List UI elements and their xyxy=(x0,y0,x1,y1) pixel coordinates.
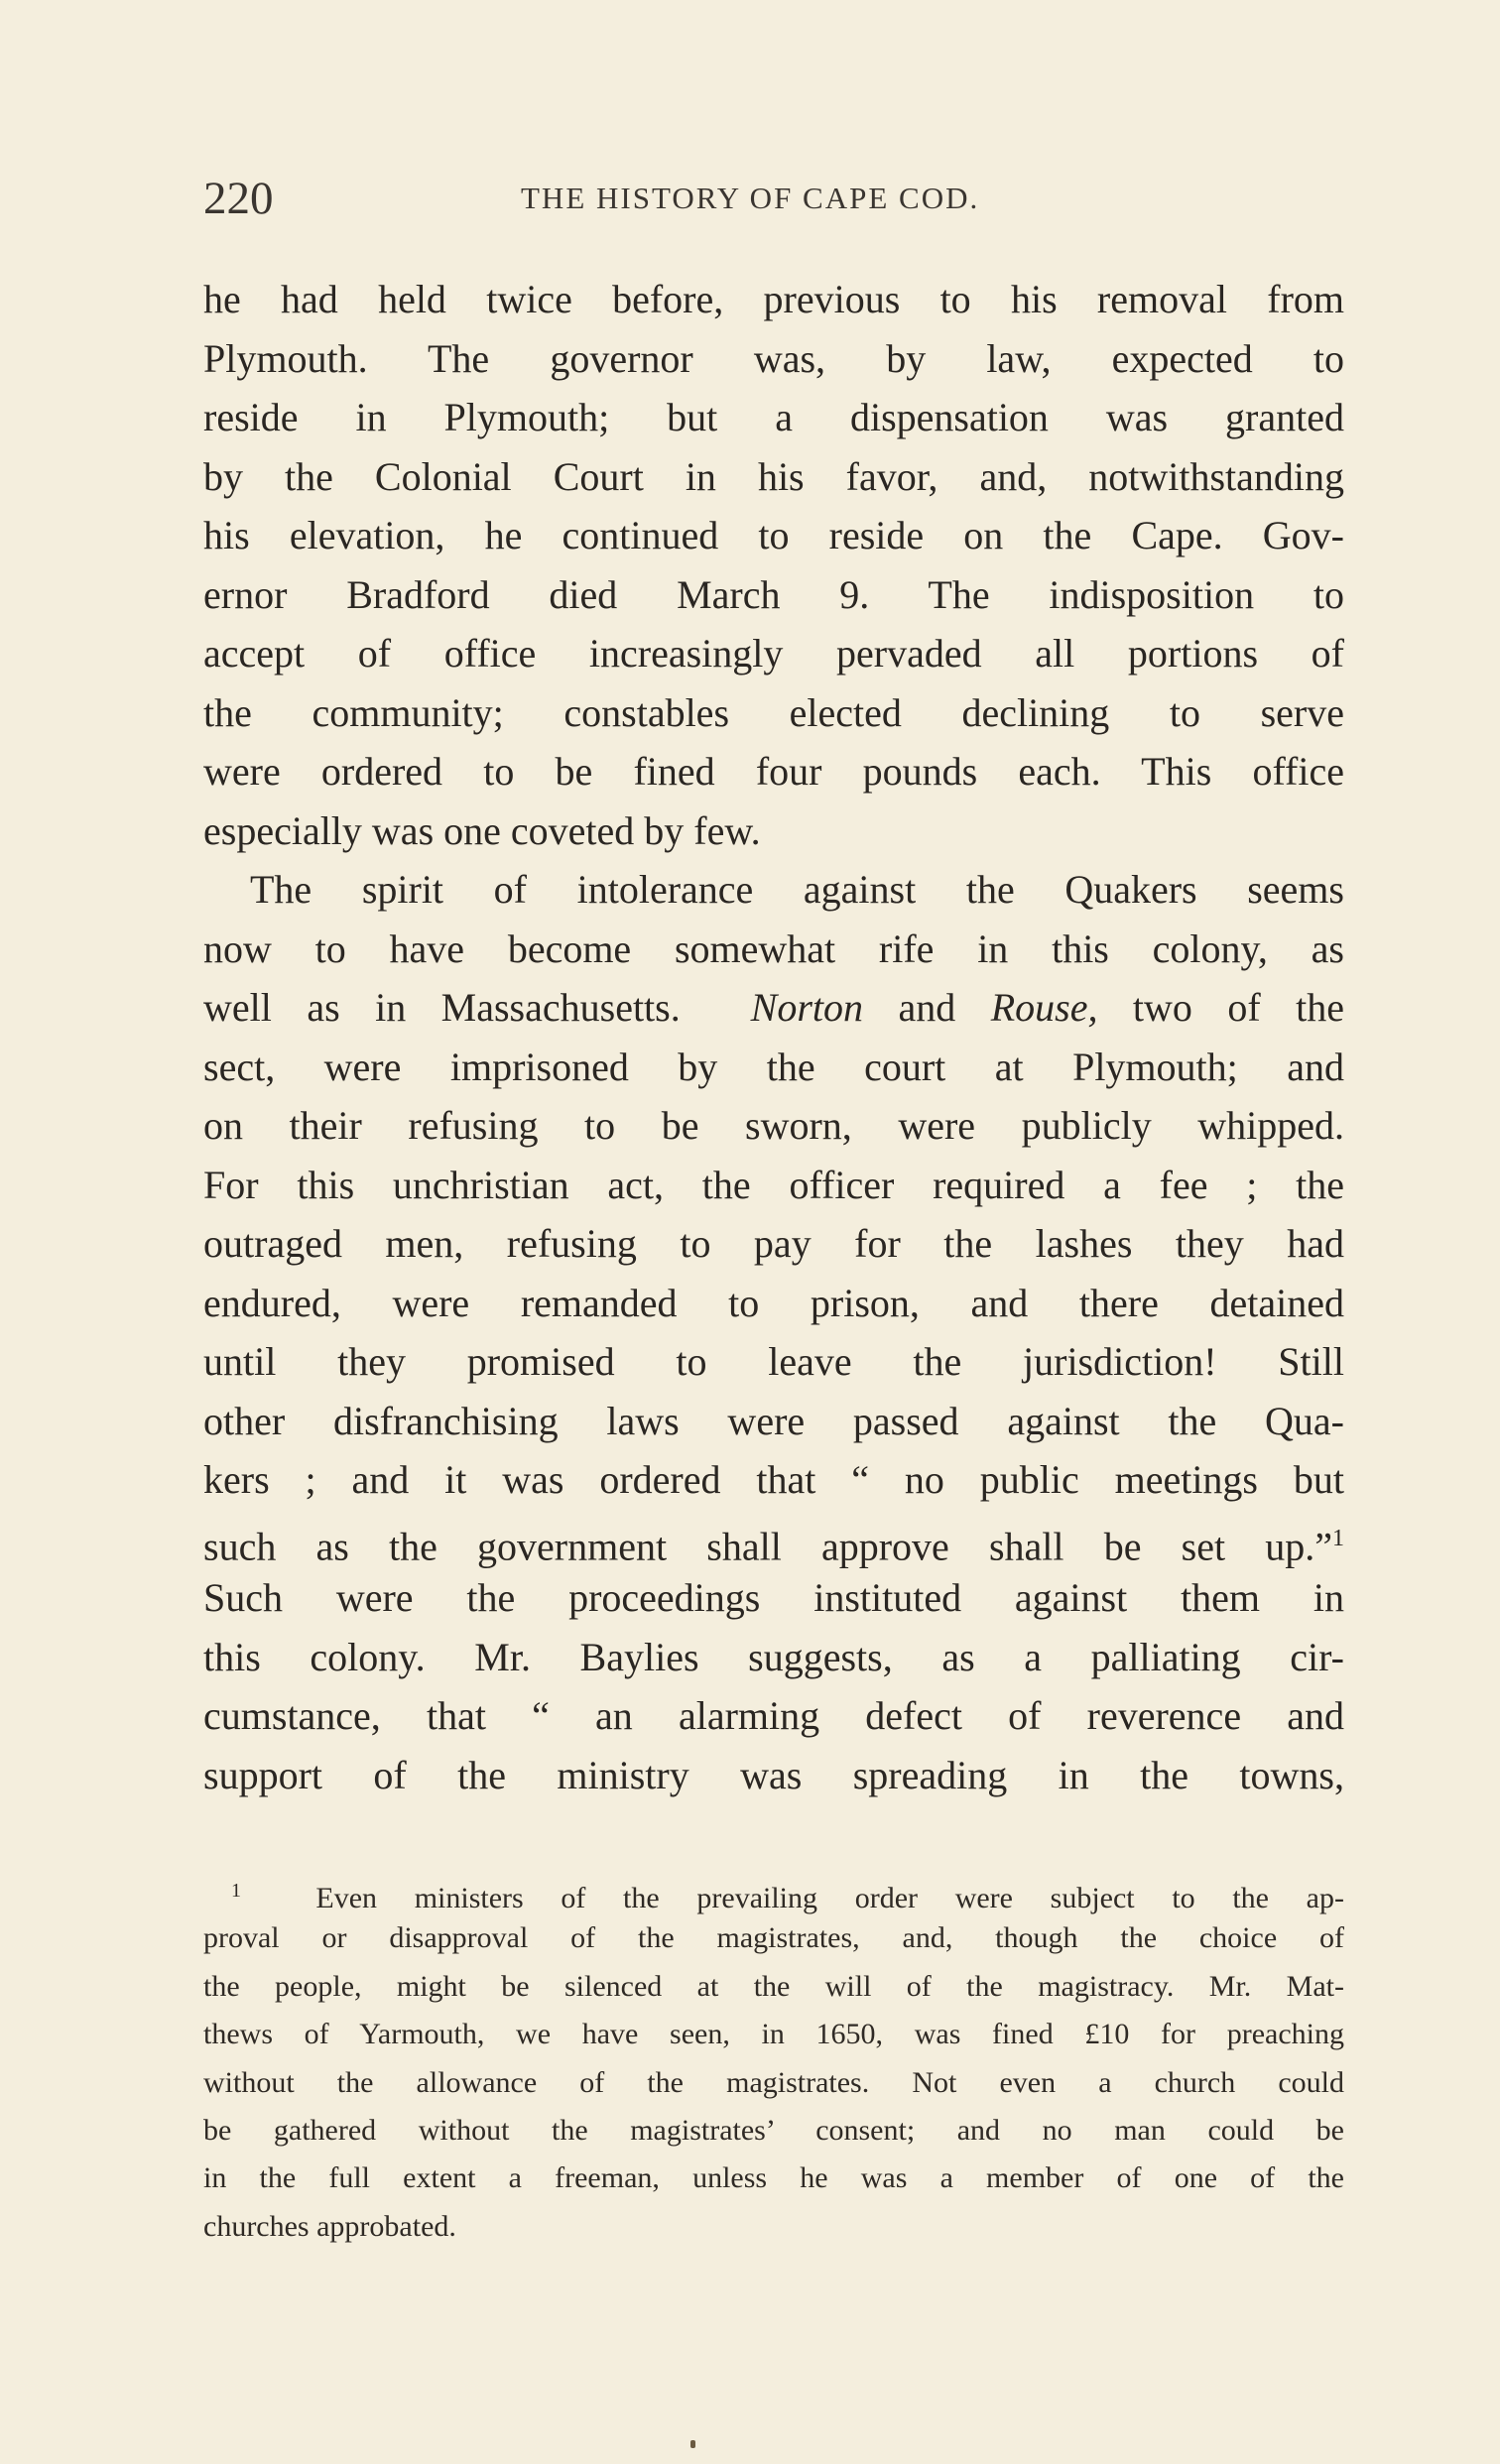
ink-speck xyxy=(690,2440,695,2448)
running-head xyxy=(203,169,1344,228)
footnote-marker: 1 xyxy=(231,1880,241,1902)
footnote-line: thews of Yarmouth, we have seen, in 1650, was fined £10 for preaching xyxy=(203,2018,1344,2051)
text-segment: well as in Massachusetts. xyxy=(203,985,681,1030)
text-line: support of the ministry was spreading in the towns, xyxy=(203,1752,1344,1797)
italic-name-rouse: Rouse, xyxy=(990,985,1098,1030)
text-line: ernor Bradford died March 9. The indisposition to xyxy=(203,571,1344,617)
text-line: his elevation, he continued to reside on the Cape. Gov- xyxy=(203,513,1344,557)
text-line-with-names xyxy=(203,978,1344,1038)
italic-name-norton: Norton xyxy=(750,985,864,1030)
footnote-reference[interactable]: 1 xyxy=(1332,1525,1344,1551)
text-line: kers ; and it was ordered that “ no public meetings but xyxy=(203,1457,1344,1502)
text-line: until they promised to leave the jurisdiction! Still xyxy=(203,1339,1344,1384)
body-text xyxy=(203,270,1344,1804)
text-line: Plymouth. The governor was, by law, expected to xyxy=(203,335,1344,381)
text-line: For this unchristian act, the officer required a fee ; the xyxy=(203,1162,1344,1207)
text-line: sect, were imprisoned by the court at Plymouth; and xyxy=(203,1044,1344,1089)
text-segment: and xyxy=(863,985,991,1030)
text-segment: such as the government shall approve shall be set up.” xyxy=(203,1523,1332,1568)
text-line: on their refusing to be sworn, were publicly whipped. xyxy=(203,1103,1344,1148)
text-segment: Even ministers of the prevailing order were subject to the ap- xyxy=(315,1882,1344,1914)
text-line: now to have become somewhat rife in this colony, as xyxy=(203,925,1344,971)
footnote-line: the people, might be silenced at the will of the magistracy. Mr. Mat- xyxy=(203,1969,1344,2003)
paragraph-start-line: The spirit of intolerance against the Quakers seems xyxy=(250,867,1344,912)
footnote-line: be gathered without the magistrates’ consent; and no man could be xyxy=(203,2113,1344,2147)
text-line: reside in Plymouth; but a dispensation was granted xyxy=(203,395,1344,439)
text-line: this colony. Mr. Baylies suggests, as a palliating cir- xyxy=(203,1634,1344,1679)
footnote-line: churches approbated. xyxy=(203,2209,456,2243)
footnote-line xyxy=(203,1867,1344,1914)
text-line: the community; constables elected declining to serve xyxy=(203,689,1344,735)
text-line: by the Colonial Court in his favor, and, notwithstanding xyxy=(203,453,1344,499)
text-line: other disfranchising laws were passed against the Qua- xyxy=(203,1398,1344,1443)
page-number: 220 xyxy=(203,173,274,224)
text-line: accept of office increasingly pervaded all portions of xyxy=(203,631,1344,676)
text-line: especially was one coveted by few. xyxy=(203,807,761,853)
running-title: THE HISTORY OF CAPE COD. xyxy=(521,181,980,215)
text-line: Such were the proceedings instituted against them in xyxy=(203,1575,1344,1620)
text-line: outraged men, refusing to pay for the lashes they had xyxy=(203,1221,1344,1266)
text-segment: two of the xyxy=(1097,985,1345,1030)
footnote-line: proval or disapproval of the magistrates, and, though the choice of xyxy=(203,1921,1344,1955)
footnote-line: without the allowance of the magistrates. Not even a church could xyxy=(203,2065,1344,2099)
text-line: cumstance, that “ an alarming defect of reverence and xyxy=(203,1693,1344,1738)
text-line: he had held twice before, previous to his removal from xyxy=(203,277,1344,321)
footnote xyxy=(203,1867,1344,2251)
text-line: endured, were remanded to prison, and there detained xyxy=(203,1280,1344,1325)
text-line: were ordered to be fined four pounds each. This office xyxy=(203,749,1344,794)
text-line-with-footnote-ref xyxy=(203,1510,1344,1569)
footnote-line: in the full extent a freeman, unless he was a member of one of the xyxy=(203,2161,1344,2195)
